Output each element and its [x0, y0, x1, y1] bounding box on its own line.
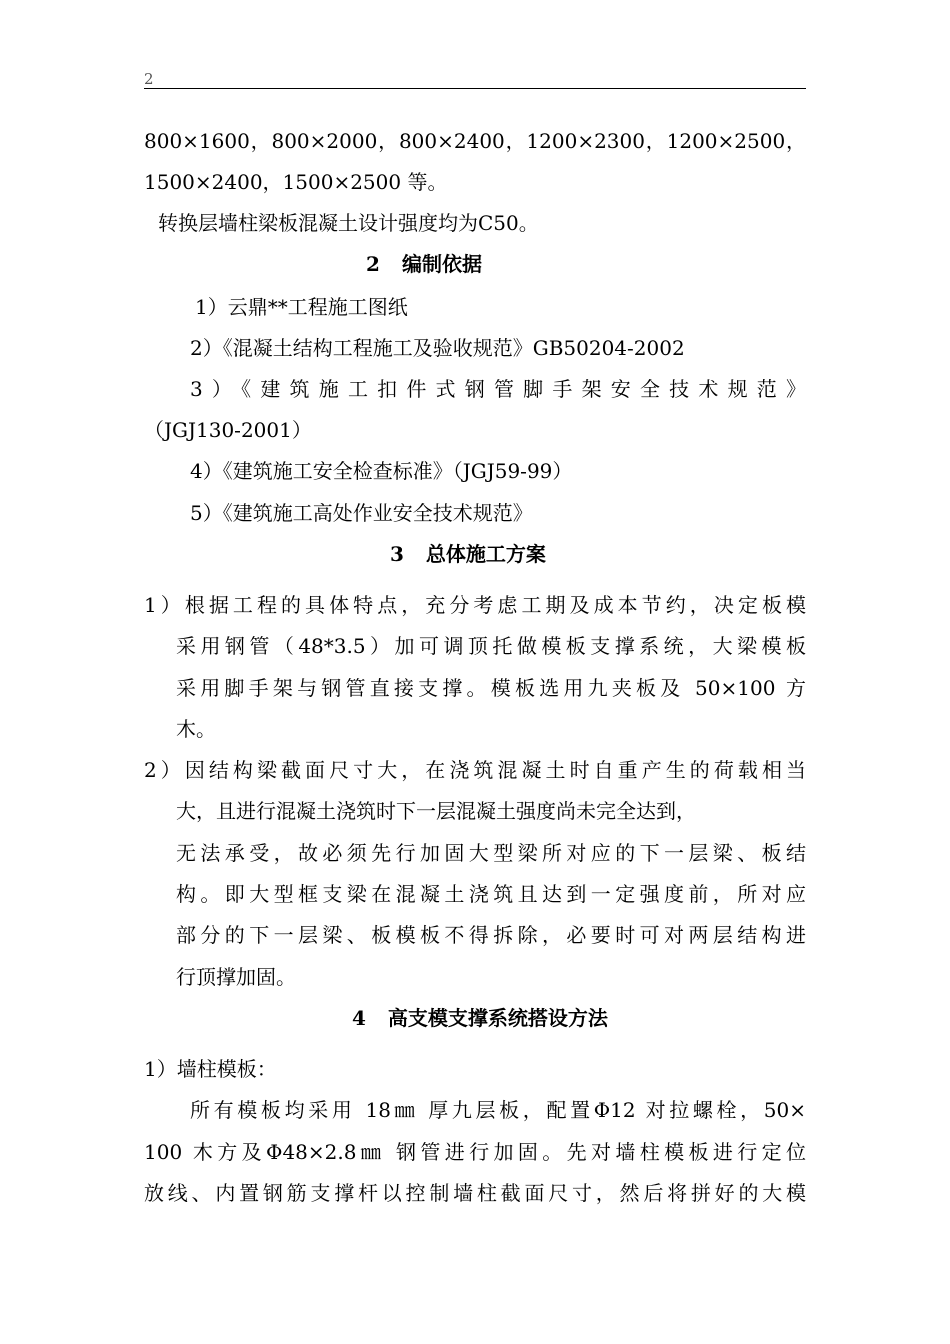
plan-item-2-line-4: 构。即大型框支梁在混凝土浇筑且达到一定强度前，所对应 — [176, 882, 806, 906]
section-2-title: 编制依据 — [401, 252, 482, 276]
section-4-heading — [352, 998, 682, 1038]
formwork-paragraph-line-1: 所有模板均采用 18㎜ 厚九层板，配置Φ12 对拉螺栓，50× — [190, 1098, 806, 1122]
section-3-number: 3 — [390, 542, 404, 566]
page-number: 2 — [144, 70, 154, 88]
reference-item-2: 2）《混凝土结构工程施工及验收规范》GB50204-2002 — [190, 336, 685, 360]
wall-column-formwork-label: 1）墙柱模板： — [144, 1057, 277, 1081]
section-4-number: 4 — [352, 1006, 366, 1030]
reference-item-1: 1）云鼎**工程施工图纸 — [195, 295, 408, 319]
section-3-title: 总体施工方案 — [425, 542, 546, 566]
header-rule — [144, 88, 806, 89]
reference-item-3-cont: （JGJ130-2001） — [144, 418, 312, 442]
plan-item-2-line-1: 2）因结构梁截面尺寸大，在浇筑混凝土时自重产生的荷载相当 — [144, 758, 806, 782]
formwork-paragraph-line-2: 100 木方及Φ48×2.8㎜ 钢管进行加固。先对墙柱模板进行定位 — [144, 1140, 806, 1164]
reference-item-5: 5）《建筑施工高处作业安全技术规范》 — [190, 501, 533, 525]
plan-item-1-line-4: 木。 — [176, 717, 216, 741]
intro-line-3: 转换层墙柱梁板混凝土设计强度均为C50。 — [158, 211, 539, 235]
plan-item-2-line-2: 大，且进行混凝土浇筑时下一层混凝土强度尚未完全达到， — [176, 799, 696, 823]
section-3-heading — [390, 534, 630, 574]
intro-line-2: 1500×2400，1500×2500 等。 — [144, 170, 448, 194]
plan-item-1-line-1: 1）根据工程的具体特点，充分考虑工期及成本节约，决定板模 — [144, 593, 806, 617]
plan-item-2-line-3: 无法承受，故必须先行加固大型梁所对应的下一层梁、板结 — [176, 841, 806, 865]
plan-item-1-line-3: 采用脚手架与钢管直接支撑。模板选用九夹板及 50×100 方 — [176, 676, 806, 700]
section-2-number: 2 — [366, 252, 380, 276]
section-2-heading — [144, 244, 704, 284]
reference-item-3: 3）《建筑施工扣件式钢管脚手架安全技术规范》 — [190, 377, 806, 401]
plan-item-1-line-2: 采用钢管（48*3.5）加可调顶托做模板支撑系统，大梁模板 — [176, 634, 806, 658]
intro-line-1: 800×1600，800×2000，800×2400，1200×2300，1200×2500， — [144, 129, 806, 153]
plan-item-2-line-6: 行顶撑加固。 — [176, 965, 296, 989]
plan-item-2-line-5: 部分的下一层梁、板模板不得拆除，必要时可对两层结构进 — [176, 923, 806, 947]
section-4-title: 高支模支撑系统搭设方法 — [387, 1006, 608, 1030]
reference-item-4: 4）《建筑施工安全检查标准》（JGJ59-99） — [190, 459, 573, 483]
formwork-paragraph-line-3: 放线、内置钢筋支撑杆以控制墙柱截面尺寸，然后将拼好的大模 — [144, 1181, 806, 1205]
